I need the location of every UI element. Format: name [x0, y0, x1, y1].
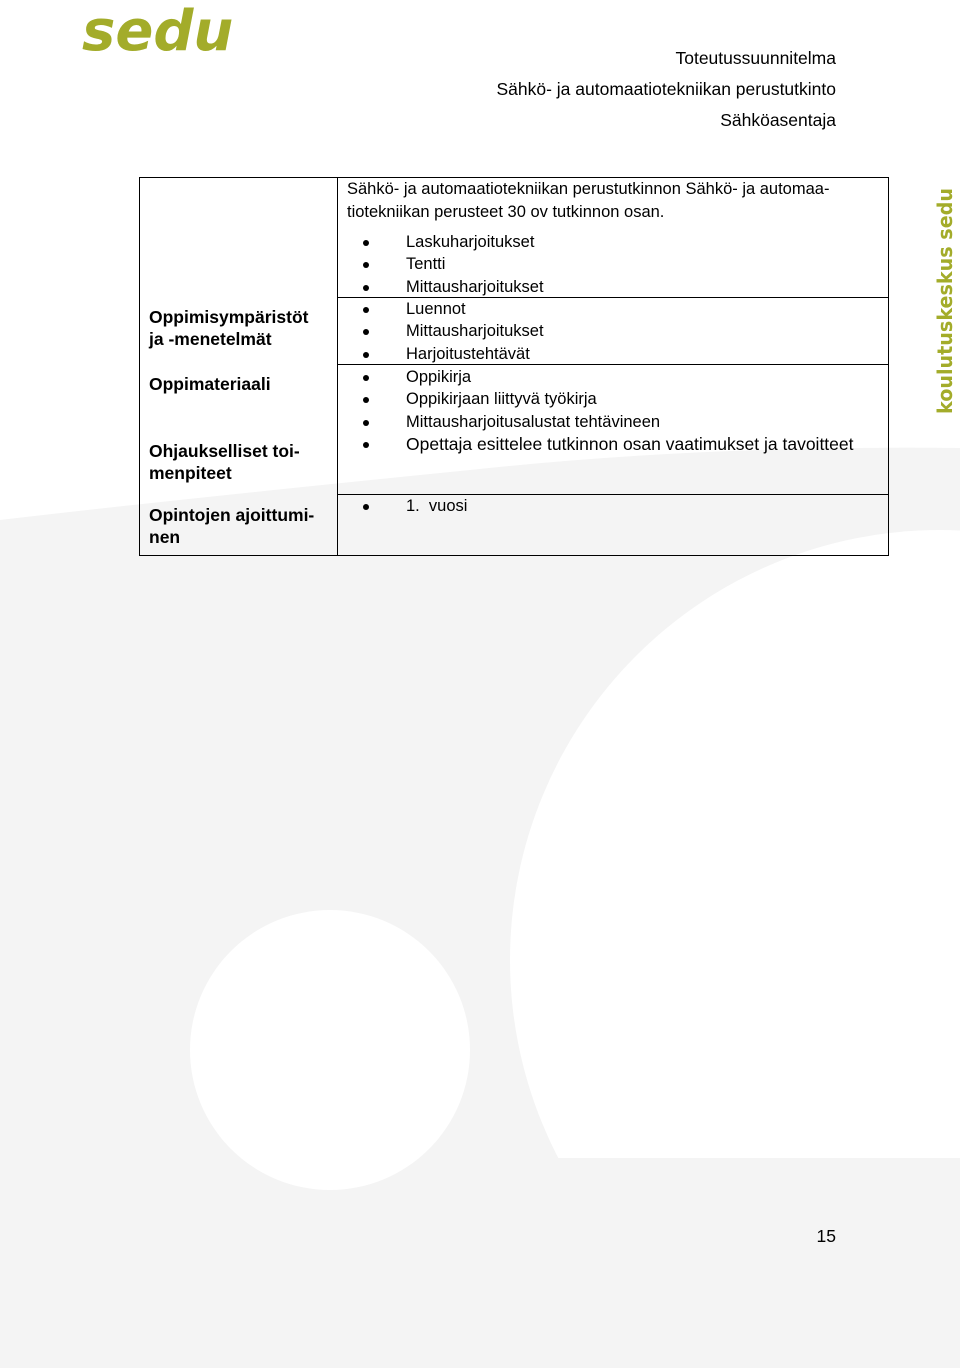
list-item: Mittausharjoitukset	[363, 276, 544, 298]
bullet-list-methods	[363, 231, 544, 298]
list-item: Opettaja esittelee tutkinnon osan vaatimukset ja tavoitteet	[363, 433, 854, 455]
list-item: Mittausharjoitukset	[363, 320, 544, 342]
list-item: Tentti	[363, 253, 544, 275]
list-item: 1. vuosi	[363, 495, 467, 517]
page-number: 15	[816, 1226, 836, 1246]
column-divider	[337, 178, 338, 555]
bullet-list-goals	[363, 433, 854, 455]
list-item: Mittausharjoitusalustat tehtävineen	[363, 411, 660, 433]
list-item: Oppikirja	[363, 366, 660, 388]
sedu-logo	[82, 2, 232, 63]
side-logo-text: koulutuskeskus sedu	[933, 186, 957, 414]
table-intro-text: Sähkö- ja automaatiotekniikan perustutkinnon Sähkö- ja automaa- tiotekniikan perusteet 30 ov tutkinnon osan.	[347, 180, 830, 221]
sedu-logo-text: sedu	[82, 2, 232, 58]
row-label-guidance-measures: Ohjaukselliset toi- menpiteet	[149, 441, 300, 483]
row-label-learning-materials: Oppimateriaali	[149, 374, 271, 394]
header-qualification: Sähköasentaja	[720, 110, 836, 130]
row-label-study-timing: Opintojen ajoittumi- nen	[149, 505, 315, 547]
row-label-learning-environments: Oppimisympäristöt ja -menetelmät	[149, 307, 309, 349]
implementation-table	[139, 177, 889, 556]
koulutuskeskus-sedu-side-logo	[931, 186, 957, 416]
bullet-list-materials	[363, 298, 544, 365]
bullet-list-timing	[363, 495, 467, 517]
header-degree: Sähkö- ja automaatiotekniikan perustutkinto	[496, 79, 836, 99]
header-title: Toteutussuunnitelma	[675, 48, 836, 68]
bullet-list-guidance	[363, 366, 660, 433]
list-item: Harjoitustehtävät	[363, 343, 544, 365]
list-item: Oppikirjaan liittyvä työkirja	[363, 388, 660, 410]
list-item: Laskuharjoitukset	[363, 231, 544, 253]
document-header	[496, 43, 836, 136]
list-item: Luennot	[363, 298, 544, 320]
